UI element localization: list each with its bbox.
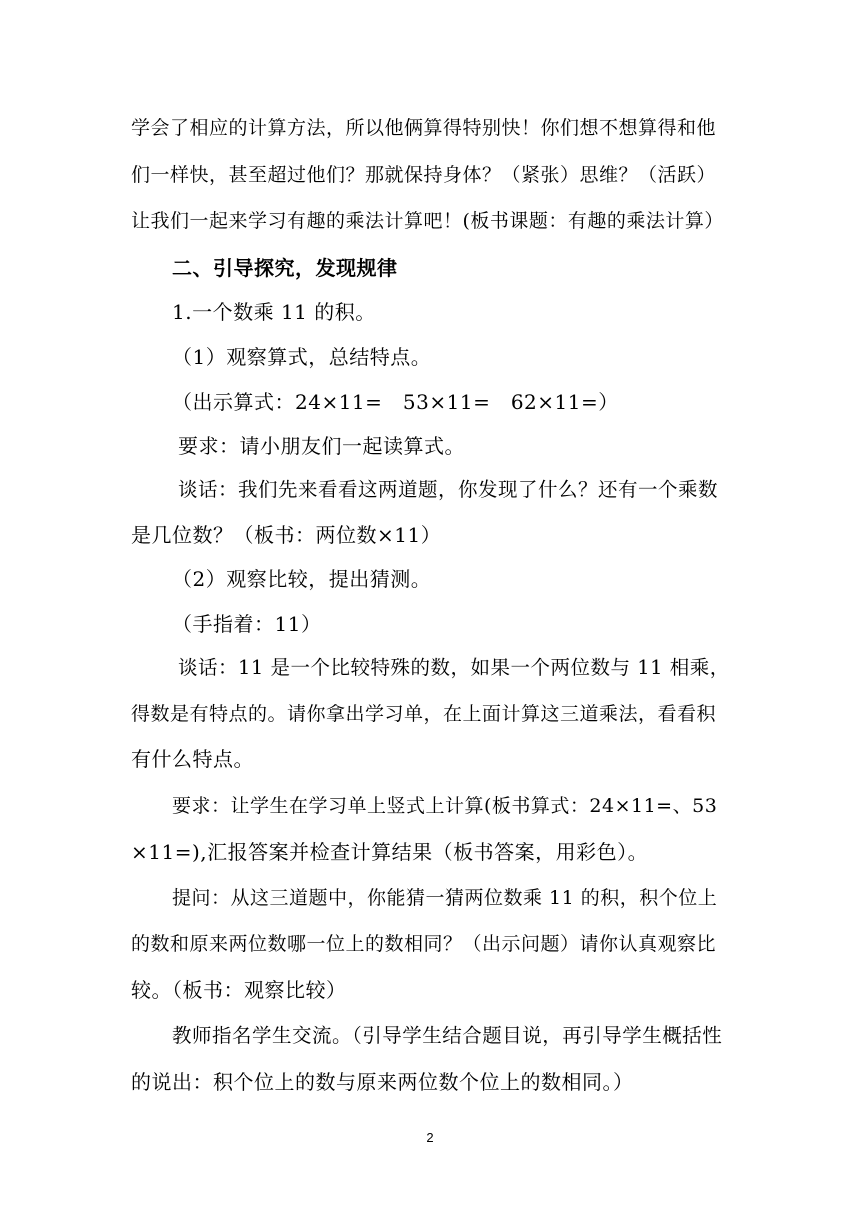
paragraph-line: 的数和原来两位数哪一位上的数相同？（出示问题）请你认真观察比 [131,933,717,955]
paragraph-line: 学会了相应的计算方法，所以他俩算得特别快！你们想不想算得和他 [131,117,717,139]
paragraph-line: （手指着：11） [172,612,322,636]
paragraph-line: 谈话：我们先来看看这两道题，你发现了什么？还有一个乘数 [178,478,719,501]
subsection-heading: 1.一个数乘 11 的积。 [172,300,376,324]
paragraph-line: （出示算式：24×11= 53×11= 62×11=） [172,390,619,414]
paragraph-line: 们一样快，甚至超过他们？那就保持身体？（紧张）思维？（活跃） [131,164,717,186]
paragraph-line: 有什么特点。 [131,747,254,771]
paragraph-line: 得数是有特点的。请你拿出学习单，在上面计算这三道乘法，看看积 [131,703,717,725]
paragraph-line: 要求：让学生在学习单上竖式上计算(板书算式：24×11=、53 [172,795,718,817]
page-number: 2 [426,1130,434,1145]
paragraph-line: 让我们一起来学习有趣的乘法计算吧！(板书课题：有趣的乘法计算） [131,210,724,232]
paragraph-line: 提问：从这三道题中，你能猜一猜两位数乘 11 的积，积个位上 [172,887,718,909]
paragraph-line: 教师指名学生交流。（引导学生结合题目说，再引导学生概括性 [172,1024,723,1047]
paragraph-line: 的说出：积个位上的数与原来两位数个位上的数相同。） [131,1070,634,1094]
paragraph-line: （1）观察算式，总结特点。 [172,345,432,369]
paragraph-line: 要求：请小朋友们一起读算式。 [178,434,465,458]
paragraph-line: 是几位数？（板书：两位数×11） [131,523,442,547]
paragraph-line: （2）观察比较，提出猜测。 [172,567,432,591]
paragraph-line: 较。（板书：观察比较） [131,978,347,1002]
paragraph-line: ×11=),汇报答案并检查计算结果（板书答案，用彩色）。 [131,840,649,864]
section-heading: 二、引导探究，发现规律 [172,256,398,280]
paragraph-line: 谈话：11 是一个比较特殊的数，如果一个两位数与 11 相乘， [178,656,730,679]
